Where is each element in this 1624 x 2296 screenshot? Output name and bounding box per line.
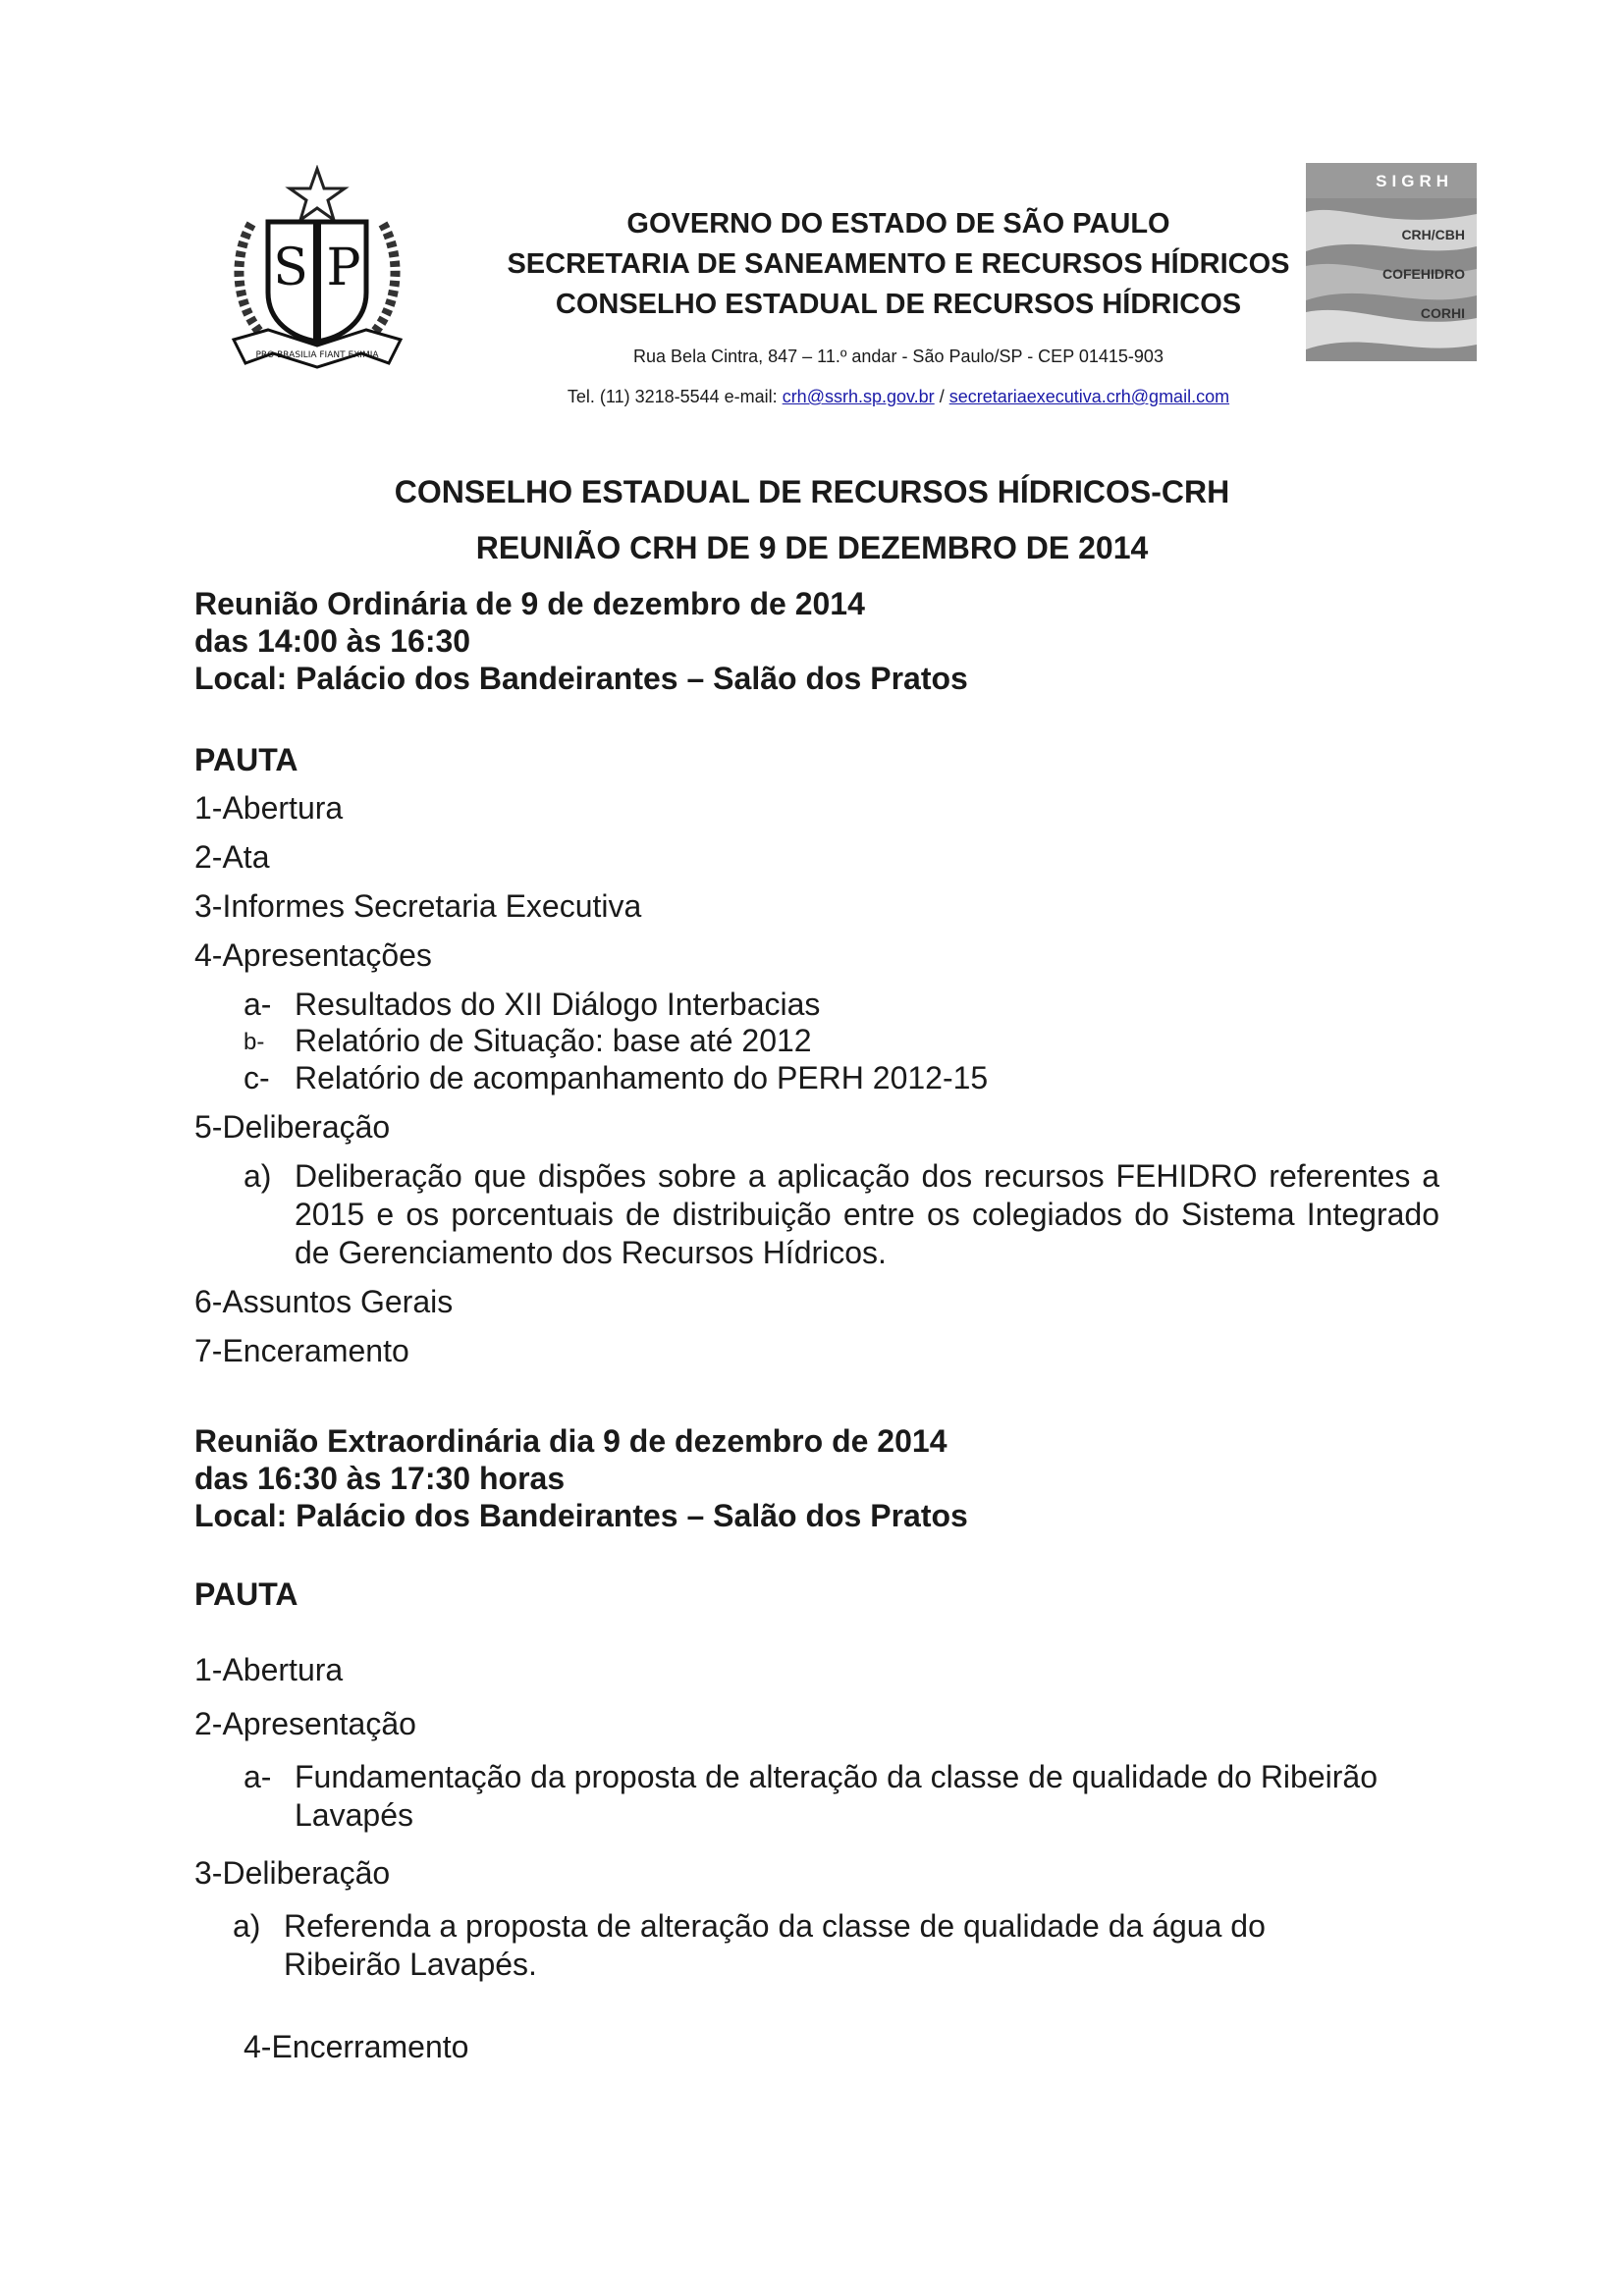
document-subtitle: REUNIÃO CRH DE 9 DE DEZEMBRO DE 2014 [475, 530, 1149, 565]
ordinary-item-4b: Relatório de Situação: base até 2012 [295, 1023, 812, 1058]
ordinary-item-4c: Relatório de acompanhamento do PERH 2012-15 [295, 1060, 989, 1095]
extraordinary-item-2a-marker: a- [244, 1759, 272, 1794]
ordinary-item-2: 2-Ata [194, 839, 270, 875]
extraordinary-pauta-heading: PAUTA [194, 1576, 298, 1612]
sigrh-logo-line1: CRH/CBH [1401, 227, 1465, 242]
ordinary-meeting-time: das 14:00 às 16:30 [194, 623, 471, 659]
crest-letter-s: S [273, 239, 308, 297]
letterhead-line-council: CONSELHO ESTADUAL DE RECURSOS HÍDRICOS [555, 289, 1242, 320]
extraordinary-item-1: 1-Abertura [194, 1652, 344, 1687]
letterhead [373, 204, 1424, 407]
ordinary-item-1: 1-Abertura [194, 790, 344, 826]
crest-motto: PRO BRASILIA FIANT EXIMIA [255, 350, 379, 360]
ordinary-item-4a: Resultados do XII Diálogo Interbacias [295, 987, 821, 1022]
ordinary-item-4c-marker: c- [244, 1060, 270, 1095]
letterhead-contact [373, 387, 1424, 407]
ordinary-item-7: 7-Enceramento [194, 1333, 409, 1368]
ordinary-item-5a: Deliberação que dispões sobre a aplicação dos recursos FEHIDRO referentes a 2015 e os porcentuais de distribuição entre os colegiados do Sistema Integrado de Gerenciamento dos Recursos Hídricos. [295, 1158, 1439, 1270]
ordinary-item-4a-marker: a- [244, 987, 272, 1022]
extraordinary-item-4: 4-Encerramento [244, 2029, 469, 2064]
ordinary-item-5: 5-Deliberação [194, 1109, 391, 1145]
document-title: CONSELHO ESTADUAL DE RECURSOS HÍDRICOS-CRH [394, 474, 1230, 509]
extraordinary-item-2a: Fundamentação da proposta de alteração da classe de qualidade do Ribeirão Lavapés [295, 1759, 1378, 1833]
extraordinary-meeting-time: das 16:30 às 17:30 horas [194, 1461, 566, 1496]
ordinary-meeting-location: Local: Palácio dos Bandeirantes – Salão dos Pratos [194, 661, 968, 696]
letterhead-address: Rua Bela Cintra, 847 – 11.º andar - São Paulo/SP - CEP 01415-903 [633, 347, 1164, 366]
crest-letter-p: P [326, 239, 361, 297]
extraordinary-item-3a-marker: a) [233, 1908, 261, 1944]
sigrh-logo-line3: CORHI [1420, 305, 1465, 321]
ordinary-item-4b-marker: b- [244, 1029, 265, 1055]
ordinary-item-4: 4-Apresentações [194, 937, 432, 973]
ordinary-item-6: 6-Assuntos Gerais [194, 1284, 454, 1319]
ordinary-meeting-heading: Reunião Ordinária de 9 de dezembro de 2014 [194, 586, 865, 621]
contact-phone: Tel. (11) 3218-5544 e-mail: [567, 387, 783, 406]
email-link-crh[interactable]: crh@ssrh.sp.gov.br [782, 387, 935, 406]
letterhead-line-government: GOVERNO DO ESTADO DE SÃO PAULO [626, 208, 1170, 240]
extraordinary-item-3a: Referenda a proposta de alteração da classe de qualidade da água do Ribeirão Lavapés. [284, 1908, 1266, 1982]
ordinary-pauta-heading: PAUTA [194, 742, 298, 777]
extraordinary-meeting-heading: Reunião Extraordinária dia 9 de dezembro de 2014 [194, 1423, 947, 1459]
sigrh-logo-line2: COFEHIDRO [1382, 266, 1465, 282]
extraordinary-meeting-location: Local: Palácio dos Bandeirantes – Salão dos Pratos [194, 1498, 968, 1533]
ordinary-item-5a-marker: a) [244, 1158, 272, 1194]
letterhead-line-secretariat: SECRETARIA DE SANEAMENTO E RECURSOS HÍDRICOS [507, 248, 1290, 280]
email-separator: / [934, 387, 949, 406]
sigrh-logo-title: SIGRH [1376, 172, 1453, 190]
extraordinary-item-3: 3-Deliberação [194, 1855, 391, 1891]
ordinary-item-3: 3-Informes Secretaria Executiva [194, 888, 642, 924]
extraordinary-item-2: 2-Apresentação [194, 1706, 416, 1741]
email-link-secretaria[interactable]: secretariaexecutiva.crh@gmail.com [948, 387, 1230, 406]
